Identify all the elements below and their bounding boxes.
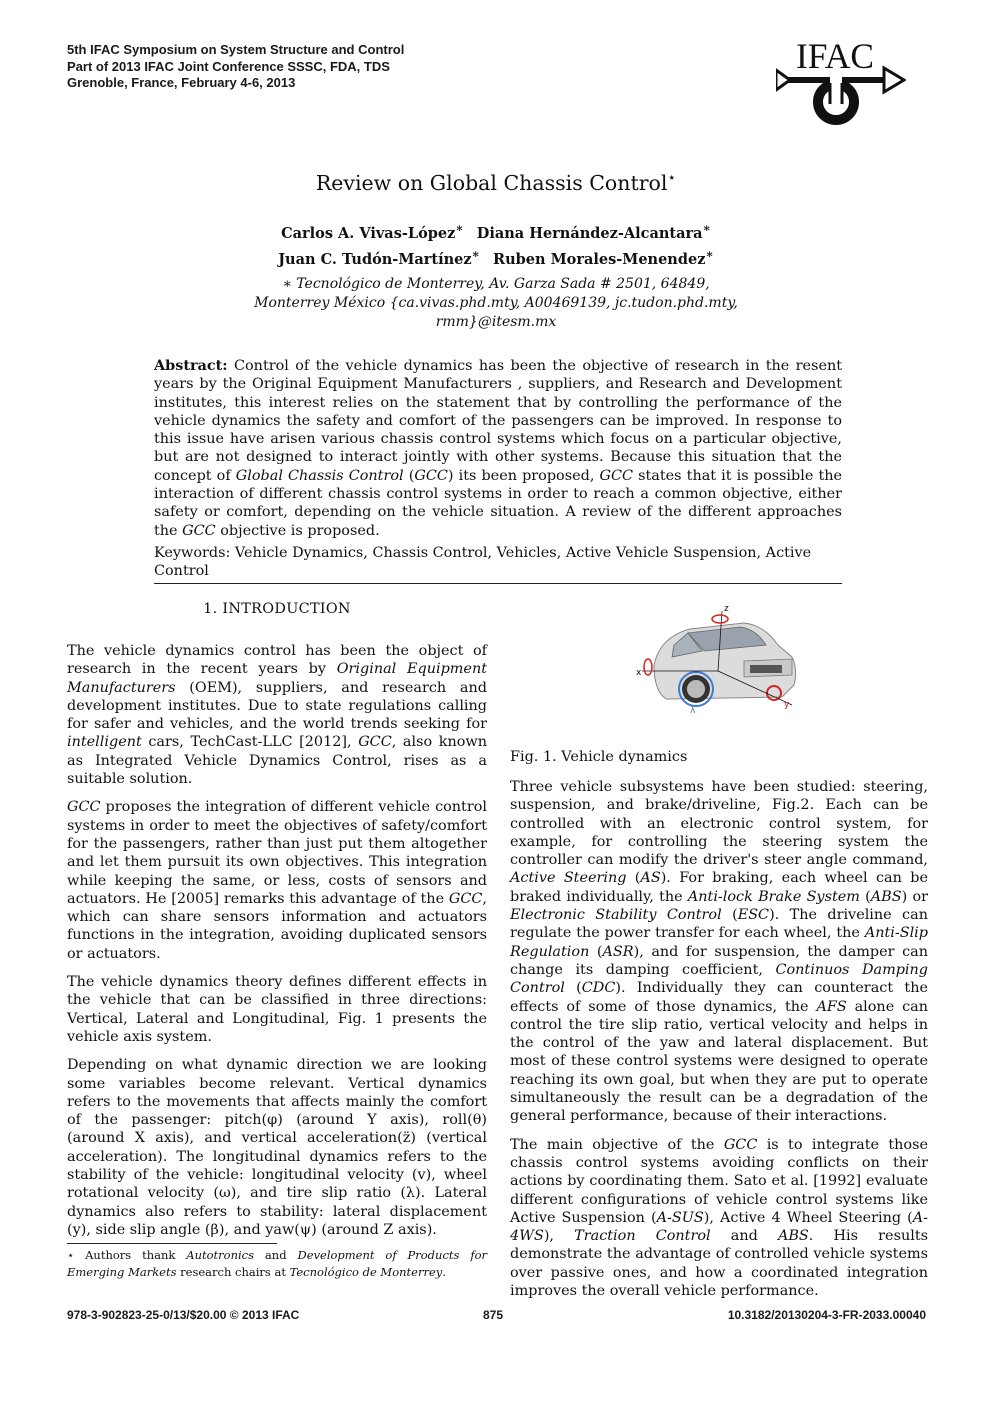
author-4: Ruben Morales-Menendez [493, 250, 706, 268]
abstract-label: Abstract: [154, 357, 228, 374]
page-number: 875 [483, 1308, 504, 1322]
affiliation [0, 275, 992, 332]
title-footnote-mark: ⋆ [667, 170, 677, 186]
section-heading-introduction: 1. INTRODUCTION [203, 601, 351, 617]
axis-label-z: z [724, 605, 729, 614]
paper-title-text: Review on Global Chassis Control [315, 170, 668, 195]
left-column [67, 642, 487, 1249]
ifac-logo-text: IFAC [796, 36, 874, 76]
paragraph: The vehicle dynamics theory defines different effects in the vehicle that can be classified in three directions: Vertical, Lateral and Longitudinal, Fig. 1 presents the vehicle axis system. [67, 974, 487, 1045]
axis-label-y: y [784, 700, 790, 710]
paragraph: The main objective of the GCC is to integrate those chassis control systems avoiding conflicts on their actions by coordinating them. Sato et al. [1992] evaluate different configurations of vehicle control systems like Active Suspension (A-SUS), Active 4 Wheel Steering (A-4WS), Traction Control and ABS. His results demonstrate the advantage of controlled vehicle systems over passive ones, and how a coordinated integration improves the overall vehicle performance. [510, 1136, 928, 1300]
ifac-logo [776, 36, 906, 126]
header-line-3: Grenoble, France, February 4-6, 2013 [67, 75, 296, 90]
paragraph: Three vehicle subsystems have been studied: steering, suspension, and brake/driveline, Fig.2. Each can be controlled with an electronic control system, for example, for controlling the steering system the controller can modify the driver's steer angle command, Active Steering (AS). For braking, each wheel can be braked individually, the Anti-lock Brake System (ABS) or Electronic Stability Control (ESC). The driveline can regulate the power transfer for each wheel, the Anti-Slip Regulation (ASR), and for suspension, the damper can change its damping coefficient, Continuos Damping Control (CDC). Individually they can counteract the effects of some of those dynamics, the AFS alone can control the tire slip ratio, vertical velocity and helps in the control of the yaw and lateral displacement. But most of these control systems were designed to operate reaching its own goal, but when they are put to operate simultaneously the result can be a degradation of the general performance, because of their interactions. [510, 779, 929, 1125]
header-line-1: 5th IFAC Symposium on System Structure and Control [67, 42, 405, 57]
vehicle-dynamics-figure [632, 605, 802, 715]
paragraph: GCC proposes the integration of different vehicle control systems in order to meet the objectives of safety/comfort for the passengers, rather than just put them altogether and let them pursuit its own objectives. This integration while keeping the same, or less, costs of sensors and actuators. He [2005] remarks this advantage of the GCC, which can share sensors information and actuators functions in the integration, avoiding duplicated sensors or actuators. [67, 799, 487, 962]
header-line-2: Part of 2013 IFAC Joint Conference SSSC, FDA, TDS [67, 58, 390, 74]
author-3: Juan C. Tudón-Martínez [278, 250, 472, 268]
footer-doi: 10.3182/20130204-3-FR-2033.00040 [727, 1308, 926, 1322]
affiliation-line-1: ∗ Tecnológico de Monterrey, Av. Garza Sada # 2501, 64849, [282, 276, 710, 292]
abstract: Abstract: Control of the vehicle dynamics has been the objective of research in the resent years by the Original Equipment Manufacturers , suppliers, and Research and Development institutes, this interest relies on the statement that by controlling the performance of the vehicle dynamics the safety and comfort of the passengers can be improved. In response to this issue have arisen various chassis control systems which focus on a particular objective, but are not designed to interact jointly with other systems. Because this situation that the concept of Global Chassis Control (GCC) its been proposed, GCC states that it is possible the interaction of different chassis control systems in order to reach a common objective, either safety or comfort, depending on the vehicle situation. A review of the different approaches the GCC objective is proposed. [154, 357, 843, 539]
footnote: ⋆ Authors thank Autotronics and Development of Products for Emerging Markets research chairs at Tecnológico de Monterrey. [67, 1248, 488, 1279]
footnote-divider [67, 1243, 277, 1244]
author-1: Carlos A. Vivas-López [281, 224, 456, 242]
author-2: Diana Hernández-Alcantara [476, 224, 703, 242]
footer-isbn: 978-3-902823-25-0/13/$20.00 © 2013 IFAC [67, 1308, 300, 1322]
axis-label-x: x [636, 668, 642, 678]
paper-title [0, 170, 992, 195]
paragraph: Depending on what dynamic direction we are looking some variables become relevant. Vertical dynamics refers to the movements that affects mainly the comfort of the passenger: pitch(φ) (around Y axis), roll(θ) (around X axis), and vertical acceleration(z̈) (vertical acceleration). The longitudinal dynamics refers to the stability of the vehicle: longitudinal velocity (v), wheel rotational velocity (ω), and tire slip ratio (λ). Lateral dynamics also refers to stability: lateral displacement (y), side slip angle (β), and yaw(ψ) (around Z axis). [67, 1057, 487, 1238]
affiliation-line-2: Monterrey México {ca.vivas.phd.mty, A00469139, jc.tudon.phd.mty, [254, 295, 738, 311]
affiliation-line-3: rmm}@itesm.mx [435, 314, 557, 330]
author-list: Carlos A. Vivas-López∗ Diana Hernández-Alcantara∗ Juan C. Tudón-Martínez∗ Ruben Morales-Menendez∗ [278, 221, 714, 268]
keywords: Keywords: Vehicle Dynamics, Chassis Control, Vehicles, Active Vehicle Suspension, Active Control [154, 545, 812, 579]
axis-label-lambda: λ [690, 706, 696, 715]
right-column [510, 778, 928, 1310]
conference-header [67, 42, 404, 92]
figure-caption: Fig. 1. Vehicle dynamics [510, 749, 688, 765]
abstract-divider [154, 583, 842, 584]
paragraph: The vehicle dynamics control has been the object of research in the recent years by Original Equipment Manufacturers (OEM), suppliers, and research and development institutes. Due to state regulations calling for safer and vehicles, and the world trends seeking for intelligent cars, TechCast-LLC [2012], GCC, also known as Integrated Vehicle Dynamics Control, rises as a suitable solution. [67, 643, 487, 788]
